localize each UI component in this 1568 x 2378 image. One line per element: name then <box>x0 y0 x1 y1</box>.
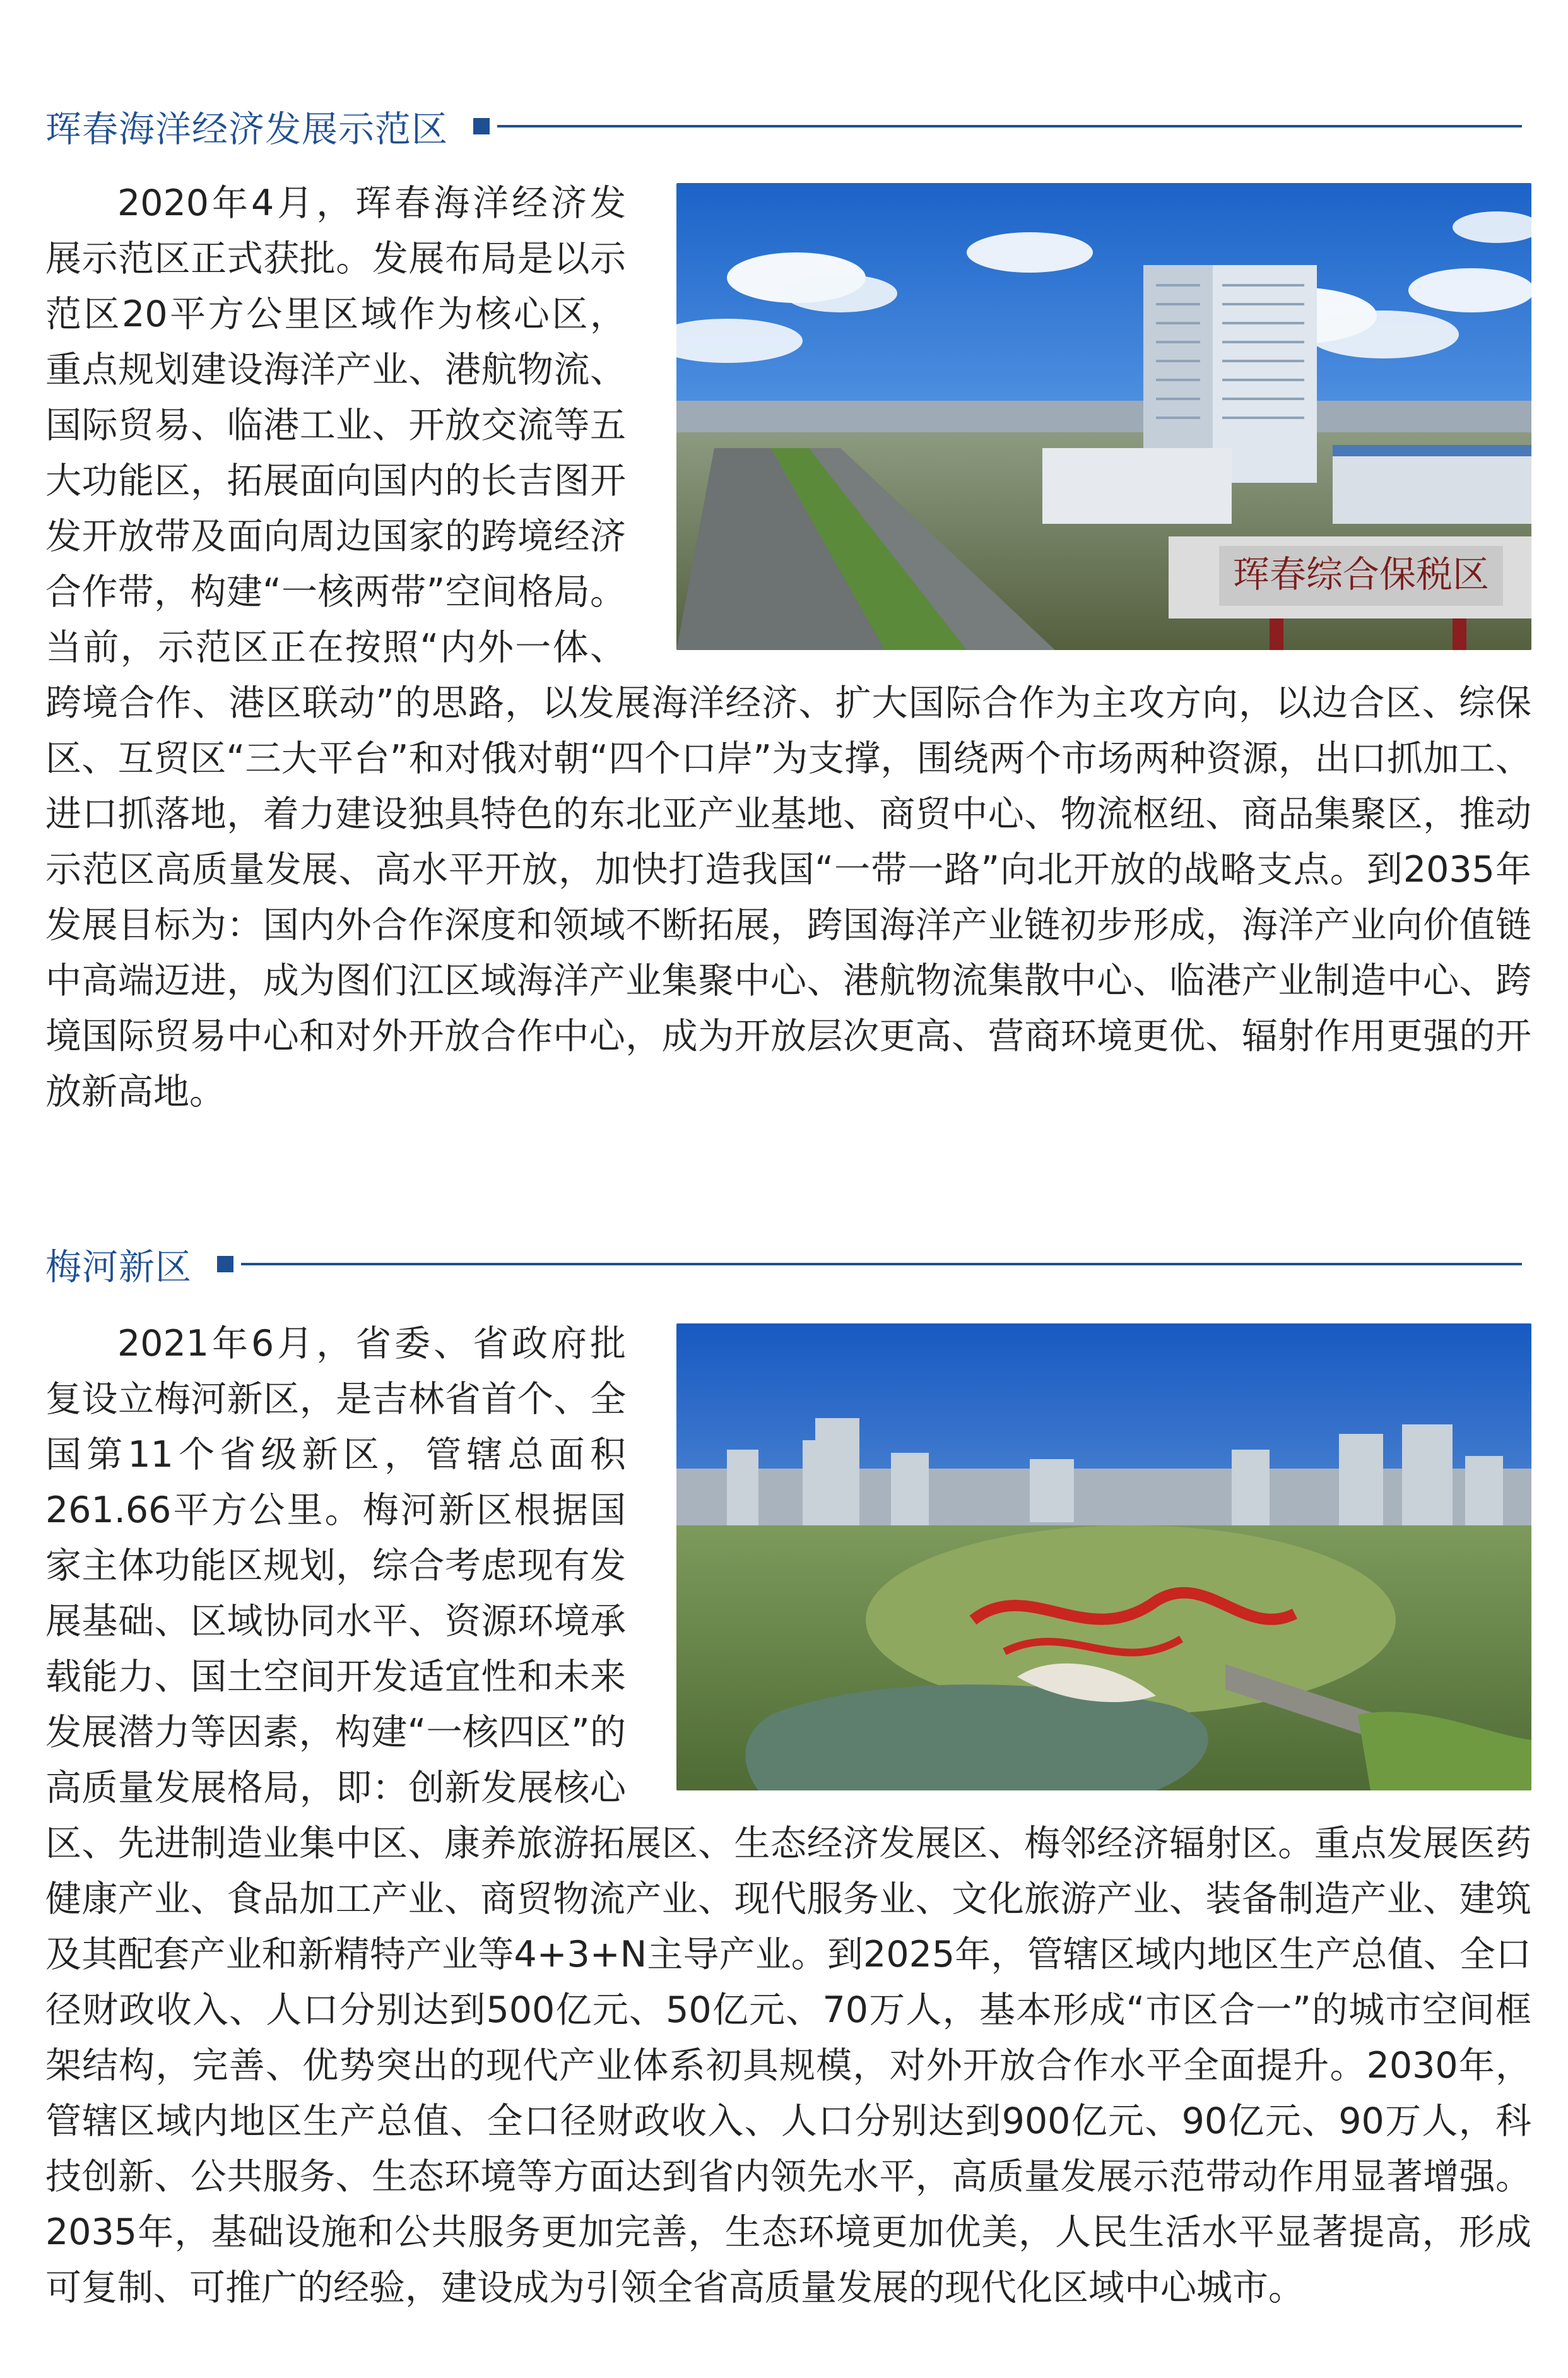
divider-line <box>497 125 1522 127</box>
square-icon <box>473 118 490 134</box>
photo-hunchun-image <box>676 183 1531 650</box>
paragraph-hunchun: 2020年4月，珲春海洋经济发展示范区正式获批。发展布局是以示范区20平方公里区域作为核心区，重点规划建设海洋产业、港航物流、国际贸易、临港工业、开放交流等五大功能区，拓展面向国内的长吉图开发开放带及面向周边国家的跨境经济合作带，构建“一核两带”空间格局。当前，示范区正在按照“内外一体、跨境合作、港区联动”的思路，以发展海洋经济、扩大国际合作为主攻方向，以边合区、综保区、互贸区“三大平台”和对俄对朝“四个口岸”为支撑，围绕两个市场两种资源，出口抓加工、进口抓落地，着力建设独具特色的东北亚产业基地、商贸中心、物流枢纽、商品集聚区，推动示范区高质量发展、高水平开放，加快打造我国“一带一路”向北开放的战略支点。到2035年发展目标为：国内外合作深度和领域不断拓展，跨国海洋产业链初步形成，海洋产业向价值链中高端迈进，成为图们江区域海洋产业集聚中心、港航物流集散中心、临港产业制造中心、跨境国际贸易中心和对外开放合作中心，成为开放层次更高、营商环境更优、辐射作用更强的开放新高地。 <box>45 182 1531 1113</box>
divider-line <box>241 1263 1522 1265</box>
photo-meihe-new-district <box>676 1323 1531 1790</box>
photo-gate-sign-text: 珲春综合保税区 <box>1232 553 1490 596</box>
photo-meihe-image <box>676 1323 1531 1790</box>
square-icon <box>217 1256 233 1272</box>
section-header-meihe <box>45 1242 1522 1286</box>
section-body-meihe <box>45 1316 1531 2316</box>
section-title: 珲春海洋经济发展示范区 <box>45 109 448 150</box>
photo-hunchun-bonded-zone <box>676 183 1531 650</box>
paragraph-meihe: 2021年6月，省委、省政府批复设立梅河新区，是吉林省首个、全国第11个省级新区，管辖总面积261.66平方公里。梅河新区根据国家主体功能区规划，综合考虑现有发展基础、区域协同水平、资源环境承载能力、国土空间开发适宜性和未来发展潜力等因素，构建“一核四区”的高质量发展格局，即：创新发展核心区、先进制造业集中区、康养旅游拓展区、生态经济发展区、梅邻经济辐射区。重点发展医药健康产业、食品加工产业、商贸物流产业、现代服务业、文化旅游产业、装备制造产业、建筑及其配套产业和新精特产业等4+3+N主导产业。到2025年，管辖区域内地区生产总值、全口径财政收入、人口分别达到500亿元、50亿元、70万人，基本形成“市区合一”的城市空间框架结构，完善、优势突出的现代产业体系初具规模，对外开放合作水平全面提升。2030年，管辖区域内地区生产总值、全口径财政收入、人口分别达到900亿元、90亿元、90万人，科技创新、公共服务、生态环境等方面达到省内领先水平，高质量发展示范带动作用显著增强。2035年，基础设施和公共服务更加完善，生态环境更加优美，人民生活水平显著提高，形成可复制、可推广的经验，建设成为引领全省高质量发展的现代化区域中心城市。 <box>45 1323 1531 2309</box>
section-title: 梅河新区 <box>45 1246 192 1288</box>
section-header-hunchun <box>45 104 1522 148</box>
section-body-hunchun <box>45 175 1531 1120</box>
